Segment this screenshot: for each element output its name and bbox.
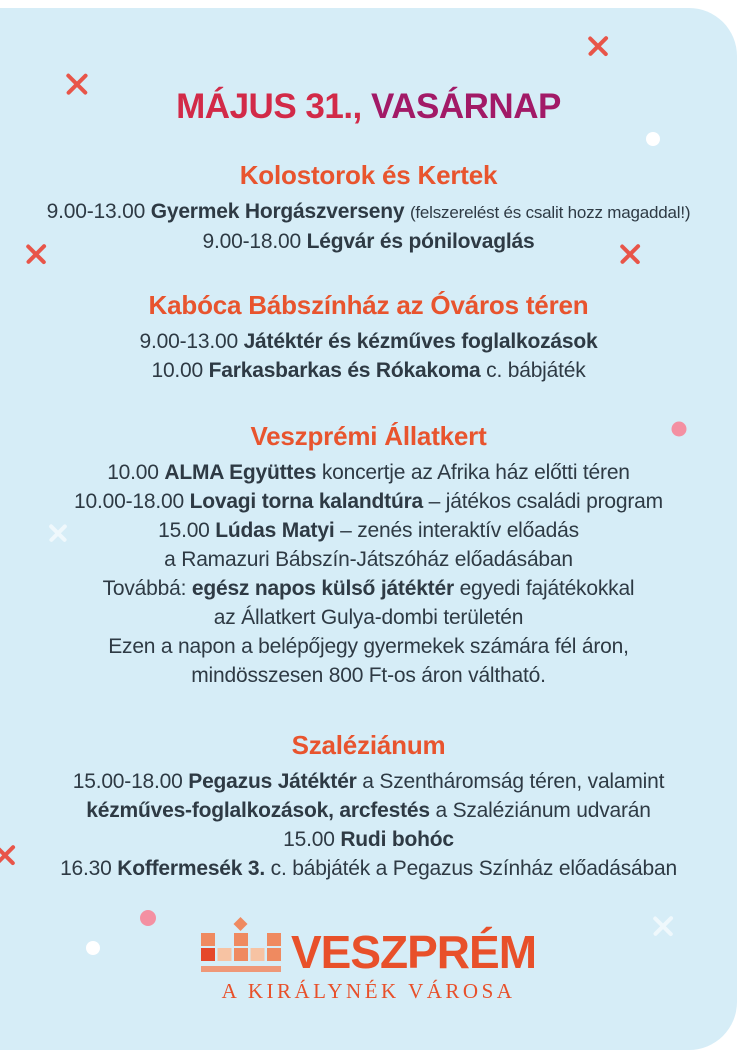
event-text: 16.30: [60, 857, 118, 880]
event-text: 10.00: [151, 359, 209, 382]
event-line: [0, 516, 737, 545]
event-line: [0, 603, 737, 632]
section-header: Kabóca Bábszínház az Óváros téren: [148, 290, 589, 320]
event-text: 9.00-13.00: [139, 330, 244, 353]
event-title: egész napos külső játéktér: [191, 577, 454, 600]
event-text: c. bábjáték a Pegazus Színház előadásában: [265, 857, 677, 880]
event-line: [0, 356, 737, 385]
event-text: mindösszesen 800 Ft-os áron váltható.: [191, 664, 546, 687]
event-line: [0, 574, 737, 603]
event-text: Ezen a napon a belépőjegy gyermekek számára fél áron,: [108, 635, 629, 658]
section-header: Szaléziánum: [291, 730, 446, 760]
title-date: MÁJUS 31.,: [176, 87, 372, 126]
event-line: [0, 796, 737, 825]
event-line: [0, 632, 737, 661]
event-line: [0, 458, 737, 487]
event-text: 10.00: [107, 461, 165, 484]
event-title: Lovagi torna kalandtúra: [189, 490, 424, 513]
event-line: [0, 545, 737, 574]
event-text: a Ramazuri Bábszín-Játszóház előadásában: [164, 548, 573, 571]
title-day: VASÁRNAP: [371, 87, 561, 126]
event-title: Farkasbarkas és Rókakoma: [208, 359, 481, 382]
event-line: [0, 197, 737, 227]
event-text: egyedi fajátékokkal: [453, 577, 635, 600]
logo-tagline: A KIRÁLYNÉK VÁROSA: [221, 979, 516, 1003]
event-line: [0, 825, 737, 854]
section-header: Kolostorok és Kertek: [239, 160, 498, 190]
event-text: a Szentháromság téren, valamint: [356, 770, 665, 793]
event-title: Koffermesék 3.: [117, 857, 266, 880]
event-title: Játéktér és kézműves foglalkozások: [243, 330, 598, 353]
event-text: – játékos családi program: [423, 490, 663, 513]
event-title: ALMA Együttes: [164, 461, 317, 484]
program-sections: [0, 160, 737, 883]
event-text: – zenés interaktív előadás: [334, 519, 579, 542]
logo-row: [201, 917, 537, 978]
event-text: 9.00-18.00: [202, 230, 307, 253]
event-line: [0, 487, 737, 516]
event-line: [0, 854, 737, 883]
event-section: [0, 160, 737, 256]
event-text: 15.00: [158, 519, 216, 542]
event-text: c. bábjáték: [480, 359, 586, 382]
event-title: Lúdas Matyi: [215, 519, 335, 542]
event-text: (felszerelést és csalit hozz magaddal!): [409, 203, 691, 222]
event-text: Továbbá:: [102, 577, 192, 600]
event-text: a Szaléziánum udvarán: [429, 799, 651, 822]
event-text: az Állatkert Gulya-dombi területén: [213, 606, 524, 629]
event-text: 15.00: [283, 828, 341, 851]
event-title: Rudi bohóc: [340, 828, 454, 851]
event-text: 15.00-18.00: [72, 770, 189, 793]
crown-icon: [201, 917, 281, 973]
event-text: koncertje az Afrika ház előtti téren: [316, 461, 630, 484]
veszprem-logo: [201, 917, 536, 1004]
logo-city-name: VESZPRÉM: [290, 926, 537, 978]
event-line: [0, 767, 737, 796]
event-text: 10.00-18.00: [74, 490, 190, 513]
event-line: [0, 327, 737, 356]
section-header: Veszprémi Állatkert: [250, 421, 487, 451]
event-section: [0, 290, 737, 385]
event-title: Gyermek Horgászverseny: [150, 200, 405, 223]
event-text: 9.00-13.00: [46, 200, 151, 223]
event-title: Légvár és pónilovaglás: [306, 230, 535, 253]
page-title: [0, 86, 737, 128]
event-title: kézműves-foglalkozások, arcfestés: [86, 799, 430, 822]
event-line: [0, 661, 737, 690]
event-title: Pegazus Játéktér: [188, 770, 357, 793]
event-line: [0, 227, 737, 256]
event-section: [0, 730, 737, 883]
event-section: [0, 421, 737, 690]
